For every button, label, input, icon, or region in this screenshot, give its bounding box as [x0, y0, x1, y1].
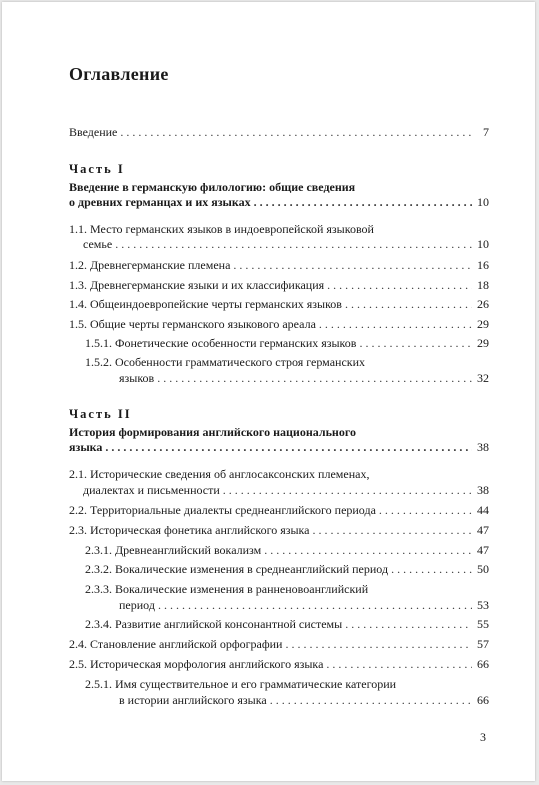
toc-entry-1-5-2-line1: 1.5.2. Особенности грамматического строя германских [85, 355, 366, 369]
leader-dots [327, 277, 472, 293]
leader-dots [345, 296, 472, 312]
toc-entry-2-3-4[interactable] [85, 616, 489, 632]
leader-dots [264, 542, 472, 558]
leader-dots [115, 236, 472, 252]
document-page [2, 2, 535, 781]
toc-entry-1-1-line1: 1.1. Место германских языков в индоевропейской языковой [69, 222, 374, 236]
toc-entry-2-3-1[interactable] [85, 542, 489, 558]
toc-entry-1-2[interactable] [69, 257, 489, 273]
toc-entry-label: о древних германцах и их языках [69, 195, 251, 209]
toc-entry-2-1-line1: 2.1. Исторические сведения об англосаксонских племенах, [69, 467, 370, 481]
toc-entry-label: 1.4. Общеиндоевропейские черты германских языков [69, 297, 342, 311]
toc-entry-label: 1.5.1. Фонетические особенности германских языков [85, 336, 357, 350]
page-title: Оглавление [69, 64, 169, 84]
toc-page-number: 57 [477, 637, 489, 651]
toc-page-number: 7 [483, 125, 489, 139]
toc-entry-2-4[interactable] [69, 636, 489, 652]
toc-page-number: 53 [477, 598, 489, 612]
leader-dots [158, 597, 472, 613]
toc-entry-label: период [119, 598, 155, 612]
toc-entry-label: языков [119, 371, 155, 385]
leader-dots [391, 561, 472, 577]
toc-entry-1-1[interactable] [83, 236, 489, 252]
page-number: 3 [480, 730, 486, 744]
toc-entry-label: 2.3. Историческая фонетика английского языка [69, 523, 310, 537]
toc-entry-label: 2.5. Историческая морфология английского языка [69, 657, 324, 671]
toc-entry-1-4[interactable] [69, 296, 489, 312]
toc-page-number: 38 [477, 483, 489, 497]
toc-entry-label: 2.3.1. Древнеанглийский вокализм [85, 543, 262, 557]
leader-dots [254, 194, 472, 210]
part-2-heading[interactable] [69, 439, 489, 455]
toc-page-number: 32 [477, 371, 489, 385]
toc-entry-label: диалектах и письменности [83, 483, 220, 497]
leader-dots [233, 257, 472, 273]
leader-dots [359, 335, 472, 351]
toc-page-number: 10 [477, 195, 489, 209]
toc-entry-label: 2.2. Территориальные диалекты среднеанглийского периода [69, 503, 376, 517]
toc-page-number: 47 [477, 523, 489, 537]
leader-dots [157, 370, 472, 386]
toc-entry-2-2[interactable] [69, 502, 489, 518]
toc-page-number: 55 [477, 617, 489, 631]
toc-page-number: 66 [477, 693, 489, 707]
toc-page-number: 10 [477, 237, 489, 251]
toc-entry-label: 2.4. Становление английской орфографии [69, 637, 283, 651]
toc-entry-label: языка [69, 440, 103, 454]
toc-page-number: 29 [477, 317, 489, 331]
toc-entry-2-1[interactable] [83, 482, 489, 498]
toc-page-number: 50 [477, 562, 489, 576]
leader-dots [319, 316, 472, 332]
toc-entry-2-3-2[interactable] [85, 561, 489, 577]
leader-dots [285, 636, 472, 652]
toc-page-number: 66 [477, 657, 489, 671]
toc-page-number: 29 [477, 336, 489, 350]
toc-entry-label: Введение [69, 125, 118, 139]
toc-entry-2-3-3-line1: 2.3.3. Вокалические изменения в ранненовоанглийский [85, 582, 369, 596]
toc-entry-2-3[interactable] [69, 522, 489, 538]
leader-dots [345, 616, 472, 632]
toc-entry-1-3[interactable] [69, 277, 489, 293]
toc-entry-label: в истории английского языка [119, 693, 267, 707]
toc-page-number: 16 [477, 258, 489, 272]
toc-entry-label: 1.2. Древнегерманские племена [69, 258, 231, 272]
toc-entry-label: 2.3.4. Развитие английской консонантной системы [85, 617, 343, 631]
leader-dots [270, 692, 472, 708]
toc-entry-1-5-1[interactable] [85, 335, 489, 351]
toc-entry-label: семье [83, 237, 113, 251]
toc-page-number: 18 [477, 278, 489, 292]
toc-entry-2-3-3[interactable] [119, 597, 489, 613]
leader-dots [223, 482, 472, 498]
part-1-heading[interactable] [69, 194, 489, 210]
part-2-label: Часть II [69, 407, 132, 421]
leader-dots [120, 124, 472, 140]
part-2-heading-line1: История формирования английского национального [69, 425, 356, 439]
toc-entry-2-5-1[interactable] [119, 692, 489, 708]
leader-dots [379, 502, 472, 518]
part-1-heading-line1: Введение в германскую филологию: общие сведения [69, 180, 356, 194]
toc-page-number: 47 [477, 543, 489, 557]
toc-entry-2-5[interactable] [69, 656, 489, 672]
toc-entry-label: 1.3. Древнегерманские языки и их классификация [69, 278, 325, 292]
toc-page-number: 26 [477, 297, 489, 311]
part-1-label: Часть I [69, 162, 125, 176]
toc-entry-intro[interactable] [69, 124, 489, 140]
leader-dots [326, 656, 472, 672]
toc-entry-1-5[interactable] [69, 316, 489, 332]
toc-entry-label: 1.5. Общие черты германского языкового ареала [69, 317, 316, 331]
leader-dots [105, 439, 472, 455]
toc-entry-1-5-2[interactable] [119, 370, 489, 386]
toc-entry-2-5-1-line1: 2.5.1. Имя существительное и его грамматические категории [85, 677, 397, 691]
table-of-contents [2, 2, 535, 781]
leader-dots [313, 522, 472, 538]
toc-entry-label: 2.3.2. Вокалические изменения в среднеанглийский период [85, 562, 389, 576]
toc-page-number: 38 [477, 440, 489, 454]
toc-page-number: 44 [477, 503, 489, 517]
